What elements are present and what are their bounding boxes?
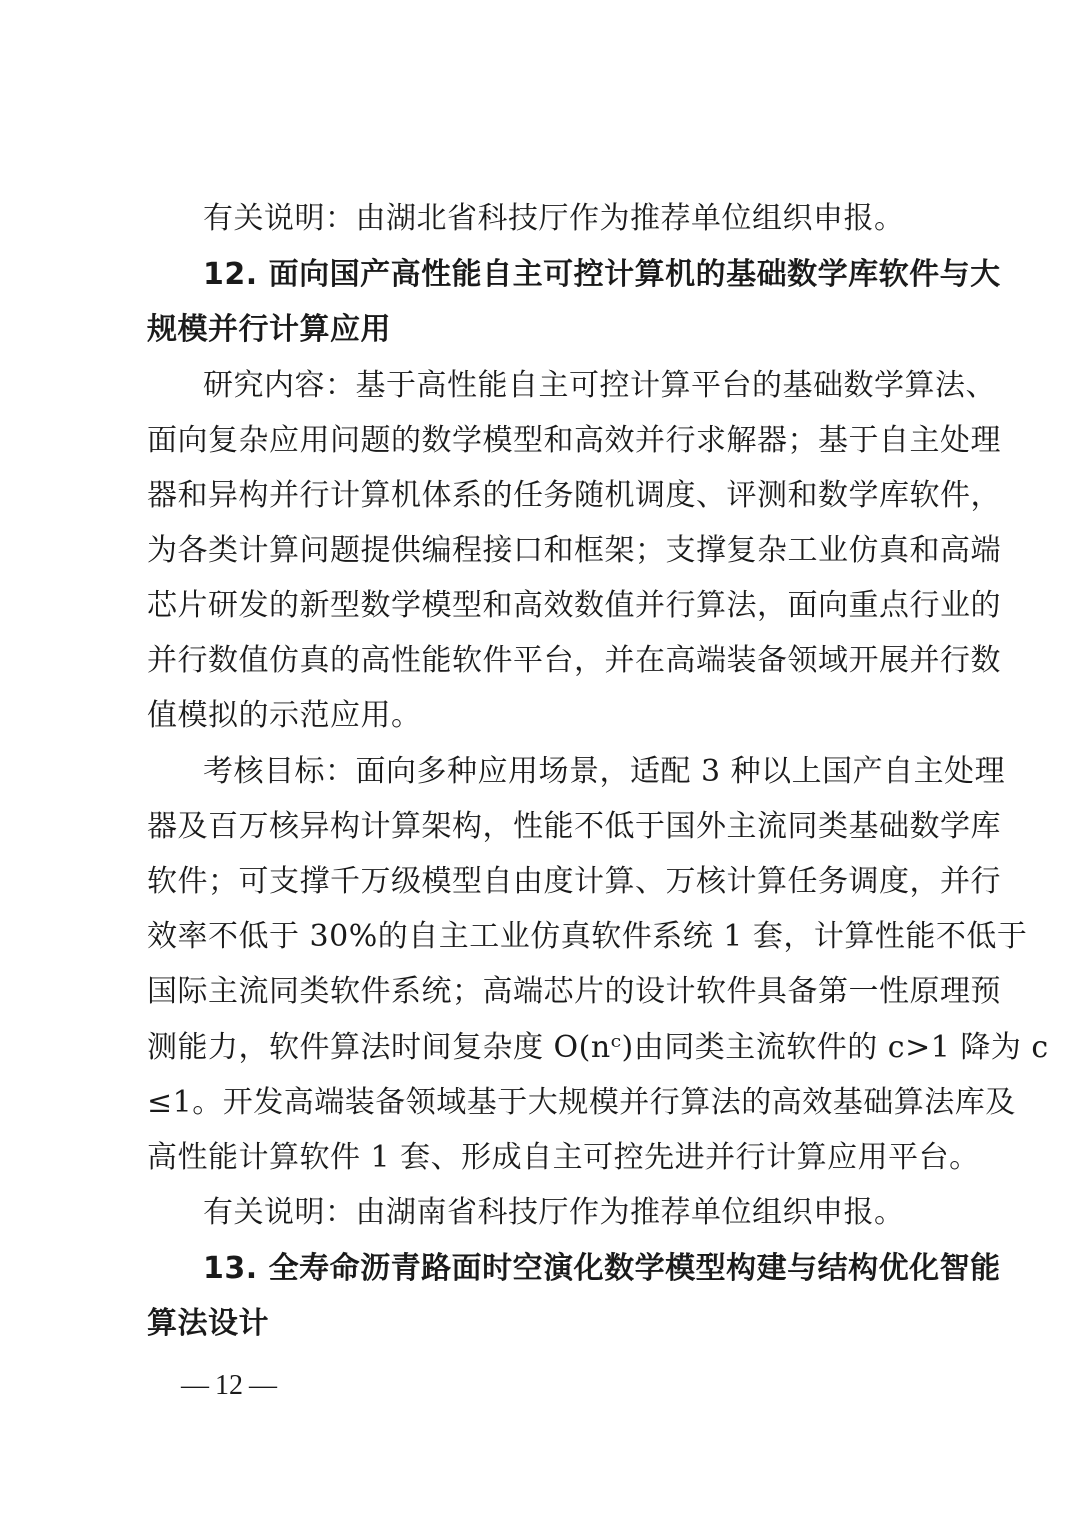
assessment-target-line: 测能力，软件算法时间复杂度 O(nᶜ)由同类主流软件的 c>1 降为 c [147, 1030, 1049, 1065]
section-heading-13-cont: 算法设计 [147, 1306, 269, 1341]
note-paragraph: 有关说明：由湖北省科技厅作为推荐单位组织申报。 [203, 201, 905, 236]
research-content-line: 芯片研发的新型数学模型和高效数值并行算法，面向重点行业的 [147, 588, 1001, 623]
assessment-target-line: 国际主流同类软件系统；高端芯片的设计软件具备第一性原理预 [147, 974, 1001, 1009]
research-content-line: 面向复杂应用问题的数学模型和高效并行求解器；基于自主处理 [147, 423, 1001, 458]
research-content-line: 器和异构并行计算机体系的任务随机调度、评测和数学库软件， [147, 478, 1001, 513]
assessment-target-line: 器及百万核异构计算架构，性能不低于国外主流同类基础数学库 [147, 809, 1001, 844]
page-number-value: 12 [215, 1370, 243, 1401]
page-dash-right: — [249, 1370, 277, 1401]
research-content-paragraph: 研究内容：基于高性能自主可控计算平台的基础数学算法、 [203, 368, 996, 403]
research-content-line: 值模拟的示范应用。 [147, 698, 422, 733]
page-number [175, 1366, 283, 1406]
assessment-target-line: 高性能计算软件 1 套、形成自主可控先进并行计算应用平台。 [147, 1140, 980, 1175]
research-content-line: 并行数值仿真的高性能软件平台，并在高端装备领域开展并行数 [147, 643, 1001, 678]
section-heading-12-cont: 规模并行计算应用 [147, 312, 391, 347]
assessment-target-line: ≤1。开发高端装备领域基于大规模并行算法的高效基础算法库及 [147, 1085, 1016, 1120]
research-content-line: 为各类计算问题提供编程接口和框架；支撑复杂工业仿真和高端 [147, 533, 1001, 568]
section-heading-12: 12. 面向国产高性能自主可控计算机的基础数学库软件与大 [203, 257, 1001, 292]
page-dash-left: — [181, 1370, 209, 1401]
assessment-target-line: 效率不低于 30%的自主工业仿真软件系统 1 套，计算性能不低于 [147, 919, 1028, 954]
assessment-target-line: 软件；可支撑千万级模型自由度计算、万核计算任务调度，并行 [147, 864, 1001, 899]
section-heading-13: 13. 全寿命沥青路面时空演化数学模型构建与结构优化智能 [203, 1251, 1001, 1286]
note-paragraph: 有关说明：由湖南省科技厅作为推荐单位组织申报。 [203, 1195, 905, 1230]
assessment-target-paragraph: 考核目标：面向多种应用场景，适配 3 种以上国产自主处理 [203, 754, 1006, 789]
